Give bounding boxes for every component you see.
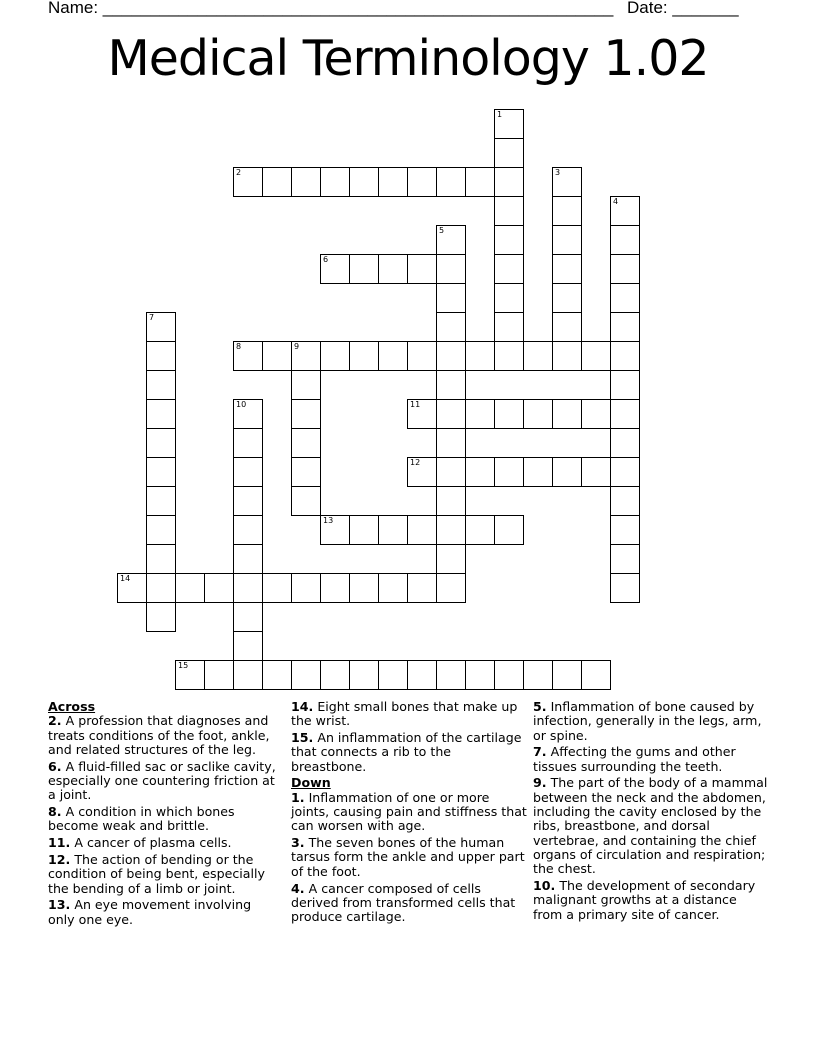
clue-number: 5. bbox=[533, 699, 547, 714]
cell-number: 9 bbox=[294, 342, 300, 351]
grid-cell[interactable] bbox=[291, 573, 321, 603]
grid-cell[interactable] bbox=[465, 515, 495, 545]
clue-text: Inflammation of one or more joints, causing pain and stiffness that can worsen with age. bbox=[291, 789, 527, 834]
date-field-label: Date: _______ bbox=[627, 0, 739, 17]
grid-cell[interactable] bbox=[436, 457, 466, 487]
clue-text: Inflammation of bone caused by infection, generally in the legs, arm, or spine. bbox=[533, 699, 762, 743]
grid-cell[interactable] bbox=[349, 167, 379, 197]
grid-cell[interactable] bbox=[523, 660, 553, 690]
clue-text: An inflammation of the cartilage that connects a rib to the breastbone. bbox=[291, 730, 522, 774]
clue-number: 12. bbox=[48, 851, 71, 867]
grid-cell[interactable] bbox=[494, 341, 524, 371]
grid-cell[interactable] bbox=[146, 428, 176, 458]
grid-cell[interactable] bbox=[146, 341, 176, 371]
grid-cell[interactable] bbox=[204, 573, 234, 603]
grid-cell[interactable] bbox=[436, 486, 466, 516]
cell-number: 4 bbox=[613, 197, 619, 206]
clue-down-3 bbox=[291, 836, 527, 879]
grid-cell[interactable] bbox=[552, 254, 582, 284]
cell-number: 12 bbox=[410, 458, 421, 467]
grid-cell[interactable] bbox=[610, 254, 640, 284]
grid-cell[interactable] bbox=[233, 515, 263, 545]
clues-column-3 bbox=[533, 700, 769, 924]
grid-cell[interactable] bbox=[494, 283, 524, 313]
clue-text: Eight small bones that make up the wrist. bbox=[291, 699, 518, 729]
down-heading: Down bbox=[291, 775, 331, 791]
clue-text: A cancer of plasma cells. bbox=[74, 835, 232, 851]
grid-cell[interactable] bbox=[465, 660, 495, 690]
clue-number: 2. bbox=[48, 713, 62, 729]
clue-number: 3. bbox=[291, 835, 305, 851]
grid-cell[interactable] bbox=[349, 573, 379, 603]
clue-down-1 bbox=[291, 791, 527, 834]
cell-number: 8 bbox=[236, 342, 242, 351]
grid-cell[interactable] bbox=[291, 457, 321, 487]
grid-cell[interactable] bbox=[494, 312, 524, 342]
grid-cell[interactable] bbox=[349, 341, 379, 371]
grid-cell[interactable] bbox=[146, 573, 176, 603]
grid-cell[interactable] bbox=[552, 283, 582, 313]
grid-cell[interactable] bbox=[378, 573, 408, 603]
clue-down-10 bbox=[533, 879, 769, 922]
grid-cell[interactable] bbox=[494, 254, 524, 284]
grid-cell[interactable] bbox=[291, 486, 321, 516]
grid-cell[interactable] bbox=[610, 573, 640, 603]
grid-cell[interactable] bbox=[291, 341, 321, 371]
grid-cell[interactable] bbox=[262, 341, 292, 371]
clue-number: 13. bbox=[48, 897, 71, 913]
grid-cell[interactable] bbox=[436, 399, 466, 429]
grid-cell[interactable] bbox=[610, 225, 640, 255]
cell-number: 15 bbox=[178, 661, 189, 670]
grid-cell[interactable] bbox=[465, 399, 495, 429]
cell-number: 10 bbox=[236, 400, 247, 409]
clue-number: 10. bbox=[533, 878, 556, 894]
clue-number: 7. bbox=[533, 744, 547, 760]
clue-down-4 bbox=[291, 882, 527, 925]
grid-cell[interactable] bbox=[291, 428, 321, 458]
grid-cell[interactable] bbox=[436, 254, 466, 284]
grid-cell[interactable] bbox=[320, 573, 350, 603]
clue-across-12 bbox=[48, 853, 280, 896]
grid-cell[interactable] bbox=[233, 428, 263, 458]
grid-cell[interactable] bbox=[436, 428, 466, 458]
clue-text: A fluid-filled sac or saclike cavity, especially one countering friction at a joint. bbox=[48, 758, 276, 803]
grid-cell[interactable] bbox=[262, 660, 292, 690]
clue-down-9 bbox=[533, 776, 769, 876]
grid-cell[interactable] bbox=[320, 660, 350, 690]
grid-cell[interactable] bbox=[175, 660, 205, 690]
clue-down-7 bbox=[533, 745, 769, 774]
grid-cell[interactable] bbox=[378, 515, 408, 545]
grid-cell[interactable] bbox=[146, 312, 176, 342]
grid-cell[interactable] bbox=[610, 515, 640, 545]
clue-number: 15. bbox=[291, 730, 314, 746]
clue-across-8 bbox=[48, 805, 280, 834]
grid-cell[interactable] bbox=[117, 573, 147, 603]
name-field-label: Name: ______________________________________________________ bbox=[48, 0, 614, 17]
grid-cell[interactable] bbox=[146, 602, 176, 632]
grid-cell[interactable] bbox=[610, 399, 640, 429]
grid-cell[interactable] bbox=[552, 167, 582, 197]
grid-cell[interactable] bbox=[407, 660, 437, 690]
grid-cell[interactable] bbox=[436, 283, 466, 313]
cell-number: 13 bbox=[323, 516, 334, 525]
clue-text: An eye movement involving only one eye. bbox=[48, 897, 252, 927]
clue-text: A cancer composed of cells derived from transformed cells that produce cartilage. bbox=[291, 880, 516, 925]
grid-cell[interactable] bbox=[407, 515, 437, 545]
grid-cell[interactable] bbox=[262, 167, 292, 197]
grid-cell[interactable] bbox=[552, 196, 582, 226]
cell-number: 5 bbox=[439, 226, 445, 235]
clue-number: 4. bbox=[291, 880, 305, 896]
clue-text: The development of secondary malignant growths at a distance from a primary site of cancer. bbox=[533, 878, 756, 922]
grid-cell[interactable] bbox=[436, 370, 466, 400]
grid-cell[interactable] bbox=[523, 341, 553, 371]
grid-cell[interactable] bbox=[407, 167, 437, 197]
grid-cell[interactable] bbox=[436, 544, 466, 574]
grid-cell[interactable] bbox=[407, 341, 437, 371]
grid-cell[interactable] bbox=[291, 370, 321, 400]
clue-text: The action of bending or the condition of being bent, especially the bending of a limb or joint. bbox=[48, 851, 265, 896]
grid-cell[interactable] bbox=[581, 660, 611, 690]
grid-cell[interactable] bbox=[581, 341, 611, 371]
grid-cell[interactable] bbox=[494, 138, 524, 168]
grid-cell[interactable] bbox=[204, 660, 234, 690]
grid-cell[interactable] bbox=[320, 254, 350, 284]
grid-cell[interactable] bbox=[610, 486, 640, 516]
clue-across-2 bbox=[48, 714, 280, 757]
cell-number: 3 bbox=[555, 168, 561, 177]
grid-cell[interactable] bbox=[233, 486, 263, 516]
grid-cell[interactable] bbox=[436, 167, 466, 197]
grid-cell[interactable] bbox=[349, 660, 379, 690]
grid-cell[interactable] bbox=[233, 167, 263, 197]
clue-text: A profession that diagnoses and treats conditions of the foot, ankle, and related structures of the leg. bbox=[48, 713, 270, 757]
grid-cell[interactable] bbox=[378, 254, 408, 284]
grid-cell[interactable] bbox=[465, 341, 495, 371]
grid-cell[interactable] bbox=[494, 515, 524, 545]
grid-cell[interactable] bbox=[407, 457, 437, 487]
grid-cell[interactable] bbox=[610, 196, 640, 226]
grid-cell[interactable] bbox=[610, 283, 640, 313]
cell-number: 6 bbox=[323, 255, 329, 264]
grid-cell[interactable] bbox=[233, 602, 263, 632]
grid-cell[interactable] bbox=[146, 370, 176, 400]
clue-number: 1. bbox=[291, 789, 305, 805]
cell-number: 14 bbox=[120, 574, 131, 583]
grid-cell[interactable] bbox=[610, 341, 640, 371]
grid-cell[interactable] bbox=[407, 399, 437, 429]
grid-cell[interactable] bbox=[349, 254, 379, 284]
page-title: Medical Terminology 1.02 bbox=[107, 30, 709, 87]
cell-number: 7 bbox=[149, 313, 155, 322]
grid-cell[interactable] bbox=[610, 457, 640, 487]
grid-cell[interactable] bbox=[581, 457, 611, 487]
grid-cell[interactable] bbox=[523, 457, 553, 487]
clue-number: 6. bbox=[48, 758, 62, 774]
clue-number: 9. bbox=[533, 775, 547, 791]
clue-text: The seven bones of the human tarsus form the ankle and upper part of the foot. bbox=[291, 835, 525, 879]
grid-cell[interactable] bbox=[552, 341, 582, 371]
grid-cell[interactable] bbox=[146, 457, 176, 487]
grid-cell[interactable] bbox=[610, 370, 640, 400]
grid-cell[interactable] bbox=[175, 573, 205, 603]
grid-cell[interactable] bbox=[407, 254, 437, 284]
clue-across-13 bbox=[48, 898, 280, 927]
grid-cell[interactable] bbox=[233, 573, 263, 603]
grid-cell[interactable] bbox=[436, 312, 466, 342]
grid-cell[interactable] bbox=[146, 515, 176, 545]
grid-cell[interactable] bbox=[581, 399, 611, 429]
grid-cell[interactable] bbox=[233, 631, 263, 661]
cell-number: 2 bbox=[236, 168, 242, 177]
grid-cell[interactable] bbox=[494, 457, 524, 487]
across-heading: Across bbox=[48, 699, 96, 714]
grid-cell[interactable] bbox=[320, 515, 350, 545]
grid-cell[interactable] bbox=[494, 109, 524, 139]
grid-cell[interactable] bbox=[291, 660, 321, 690]
clue-across-15 bbox=[291, 731, 527, 774]
grid-cell[interactable] bbox=[407, 573, 437, 603]
grid-cell[interactable] bbox=[610, 544, 640, 574]
clue-across-11 bbox=[48, 836, 280, 850]
grid-cell[interactable] bbox=[494, 167, 524, 197]
grid-cell[interactable] bbox=[233, 341, 263, 371]
clue-across-6 bbox=[48, 760, 280, 803]
grid-cell[interactable] bbox=[436, 573, 466, 603]
grid-cell[interactable] bbox=[320, 341, 350, 371]
grid-cell[interactable] bbox=[436, 660, 466, 690]
grid-cell[interactable] bbox=[378, 167, 408, 197]
cell-number: 11 bbox=[410, 400, 421, 409]
grid-cell[interactable] bbox=[436, 225, 466, 255]
grid-cell[interactable] bbox=[465, 167, 495, 197]
clue-across-14 bbox=[291, 700, 527, 729]
grid-cell[interactable] bbox=[146, 544, 176, 574]
grid-cell[interactable] bbox=[378, 660, 408, 690]
grid-cell[interactable] bbox=[349, 515, 379, 545]
grid-cell[interactable] bbox=[465, 457, 495, 487]
clue-down-5 bbox=[533, 700, 769, 743]
grid-cell[interactable] bbox=[146, 486, 176, 516]
grid-cell[interactable] bbox=[552, 225, 582, 255]
grid-cell[interactable] bbox=[436, 341, 466, 371]
grid-cell[interactable] bbox=[610, 312, 640, 342]
grid-cell[interactable] bbox=[610, 428, 640, 458]
grid-cell[interactable] bbox=[233, 544, 263, 574]
grid-cell[interactable] bbox=[233, 399, 263, 429]
clue-text: Affecting the gums and other tissues surrounding the teeth. bbox=[533, 744, 736, 774]
grid-cell[interactable] bbox=[262, 573, 292, 603]
grid-cell[interactable] bbox=[552, 457, 582, 487]
grid-cell[interactable] bbox=[552, 660, 582, 690]
cell-number: 1 bbox=[497, 110, 503, 119]
grid-cell[interactable] bbox=[494, 196, 524, 226]
clue-text: The part of the body of a mammal between the neck and the abdomen, including the cavity enclosed by the ribs, breastbone, and dorsal vertebrae, and containing the chief organs of circulation and respiration; the chest. bbox=[533, 775, 768, 877]
grid-cell[interactable] bbox=[291, 167, 321, 197]
clue-number: 11. bbox=[48, 835, 71, 851]
clue-text: A condition in which bones become weak and brittle. bbox=[48, 804, 235, 834]
clues-column-1 bbox=[48, 700, 280, 929]
grid-cell[interactable] bbox=[233, 660, 263, 690]
clues-column-2 bbox=[291, 700, 527, 927]
grid-cell[interactable] bbox=[146, 399, 176, 429]
grid-cell[interactable] bbox=[291, 399, 321, 429]
grid-cell[interactable] bbox=[494, 225, 524, 255]
grid-cell[interactable] bbox=[320, 167, 350, 197]
clue-number: 8. bbox=[48, 804, 62, 820]
grid-cell[interactable] bbox=[436, 515, 466, 545]
grid-cell[interactable] bbox=[494, 399, 524, 429]
grid-cell[interactable] bbox=[552, 312, 582, 342]
grid-cell[interactable] bbox=[494, 660, 524, 690]
clue-number: 14. bbox=[291, 699, 314, 714]
grid-cell[interactable] bbox=[233, 457, 263, 487]
grid-cell[interactable] bbox=[523, 399, 553, 429]
grid-cell[interactable] bbox=[552, 399, 582, 429]
grid-cell[interactable] bbox=[378, 341, 408, 371]
